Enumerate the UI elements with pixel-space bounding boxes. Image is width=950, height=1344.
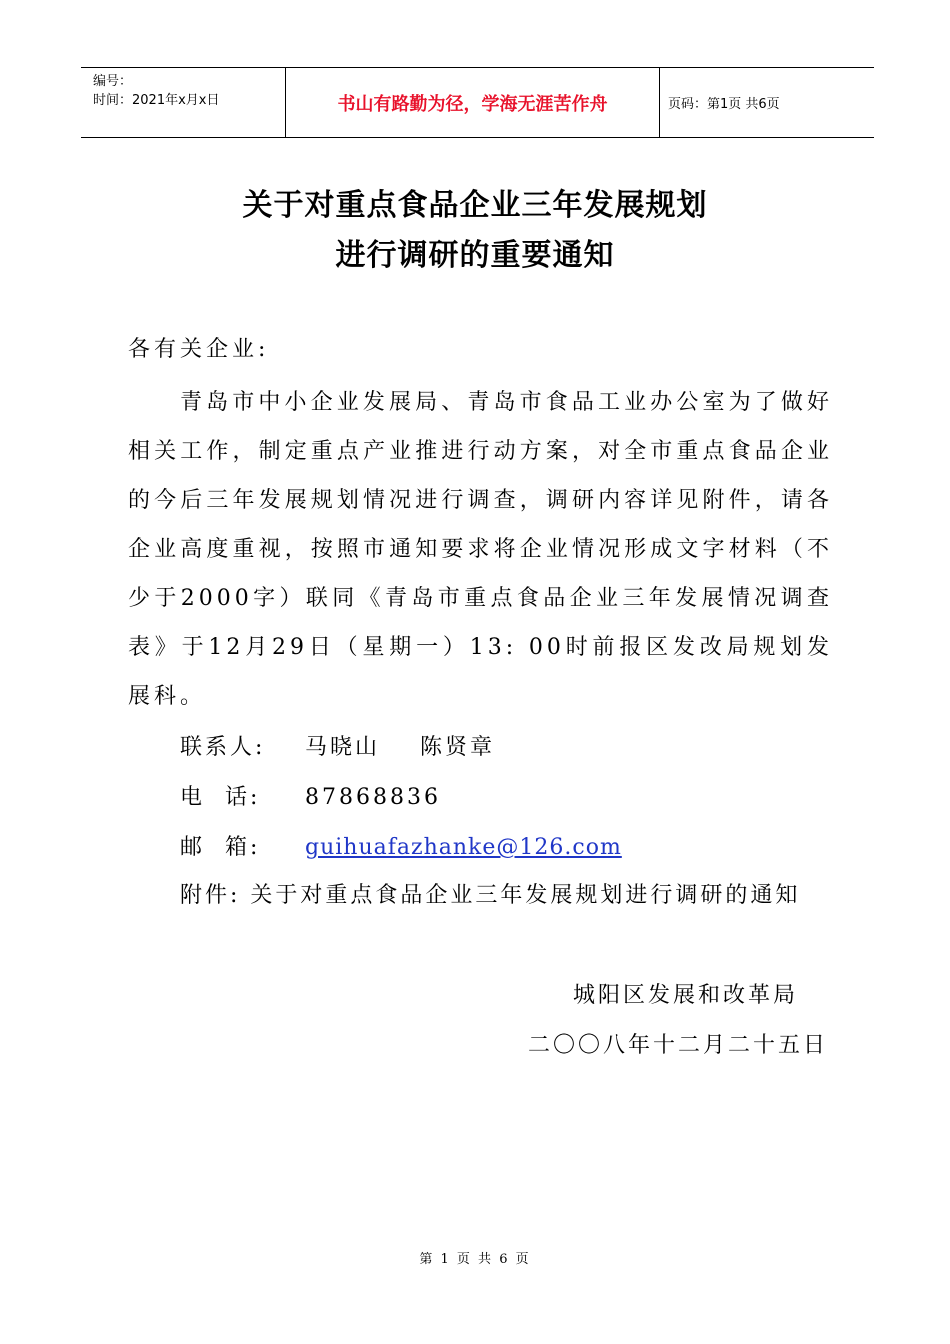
greeting: 各有关企业: — [128, 337, 270, 362]
phone-row — [180, 780, 441, 811]
phone-value: 87868836 — [305, 785, 441, 810]
signature-date: 二〇〇八年十二月二十五日 — [528, 1033, 829, 1058]
attachment-line: 附件: 关于对重点食品企业三年发展规划进行调研的通知 — [180, 883, 801, 908]
document-header — [81, 67, 874, 138]
contact-person-value: 马晓山 陈贤章 — [305, 735, 495, 760]
header-page: 页码：第1页 共6页 — [668, 97, 780, 112]
page-footer: 第 1 页 共 6 页 — [419, 1252, 531, 1267]
contact-person-label: 联系人: — [180, 735, 266, 760]
phone-label: 电 话: — [180, 785, 261, 810]
header-meta — [81, 68, 286, 137]
email-row — [180, 830, 622, 861]
header-number: 编号： — [93, 74, 133, 89]
signature-org: 城阳区发展和改革局 — [573, 983, 799, 1008]
email-link[interactable]: guihuafazhanke@126.com — [305, 835, 622, 860]
header-time: 时间：2021年x月x日 — [93, 93, 220, 108]
contact-person-row — [180, 730, 495, 761]
body-paragraph: 青岛市中小企业发展局、青岛市食品工业办公室为了做好相关工作，制定重点产业推进行动方案，对全市重点食品企业的今后三年发展规划情况进行调查，调研内容详见附件，请各企业高度重视，按照市通知要求将企业情况形成文字材料（不少于2000字）联同《青岛市重点食品企业三年发展情况调查表》于12月29日（星期一）13: 00时前报区发改局规划发展科。 — [128, 390, 833, 709]
document-title-line-1: 关于对重点食品企业三年发展规划 — [242, 188, 708, 223]
header-motto: 书山有路勤为径，学海无涯苦作舟 — [286, 68, 660, 137]
document-title-line-2: 进行调研的重要通知 — [335, 238, 615, 273]
email-label: 邮 箱: — [180, 835, 261, 860]
